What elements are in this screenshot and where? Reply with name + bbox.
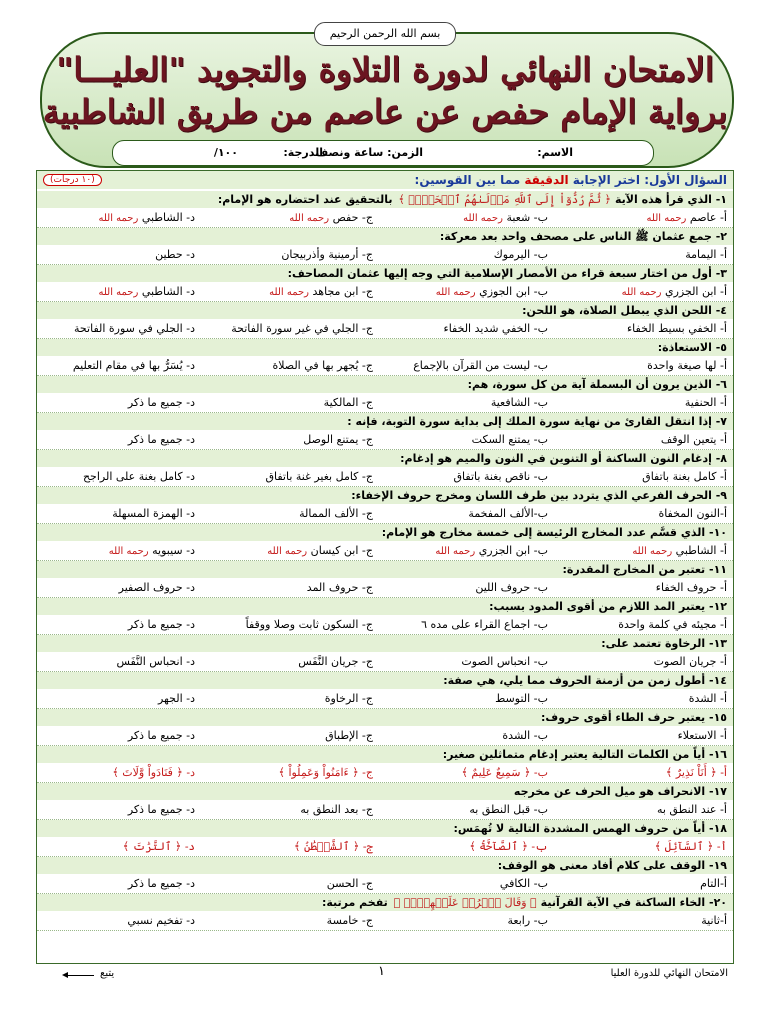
option-c[interactable]: ج- كامل بغير غنة باتفاق	[265, 470, 373, 483]
option-d[interactable]: د- انحباس النَّفَس	[116, 655, 195, 668]
question-row	[37, 413, 733, 430]
question-row	[37, 302, 733, 319]
option-b[interactable]: ب- ابن الجوزي رحمه الله	[435, 285, 548, 298]
option-c[interactable]: ج- ﴿ ٱلشَّيۡطَٰنُ ﴾	[294, 840, 373, 853]
option-a[interactable]: أ- عاصم رحمه الله	[646, 211, 727, 224]
options-row	[37, 874, 733, 894]
option-a[interactable]: أ- حروف الخفاء	[655, 581, 727, 594]
question-text: ٢- جمع عثمان ﷺ الناس على مصحف واحد بعد معركة:	[439, 230, 727, 243]
option-b[interactable]: ب- ليست من القرآن بالإجماع	[413, 359, 548, 372]
question-row	[37, 672, 733, 689]
options-row	[37, 282, 733, 302]
option-a[interactable]: أ- عند النطق به	[656, 803, 727, 816]
option-a[interactable]: أ- ﴿ ٱلسَّآئِلَ ﴾	[654, 840, 727, 853]
question-text: ٨- إدغام النون الساكنة أو التنوين في النون والميم هو إدغام:	[400, 452, 727, 465]
option-a[interactable]: أ- الشاطبي رحمه الله	[632, 544, 727, 557]
option-b[interactable]: ب- شعبة رحمه الله	[463, 211, 548, 224]
question-row	[37, 894, 733, 911]
option-d[interactable]: د- سيبويه رحمه الله	[108, 544, 195, 557]
options-row	[37, 208, 733, 228]
continue-arrow-icon	[64, 975, 94, 976]
footer-course: الامتحان النهائي للدورة العليا	[610, 968, 728, 979]
honorific-label: رحمه الله	[463, 213, 503, 224]
option-c[interactable]: ج- الألف الممالة	[299, 507, 373, 520]
option-d[interactable]: د- الجلي في سورة الفاتحة	[74, 322, 195, 335]
options-row	[37, 578, 733, 598]
option-b[interactable]: ب- اليرموك	[493, 248, 548, 261]
option-d[interactable]: د- جميع ما ذكر	[127, 803, 195, 816]
option-b[interactable]: ب- ﴿ سَمِيعٌ عَلِيمٌ ﴾	[461, 766, 548, 779]
options-row	[37, 689, 733, 709]
options-row	[37, 356, 733, 376]
question-text: ٦- الذين يرون أن البسملة آية من كل سورة، هم:	[467, 378, 727, 391]
option-d[interactable]: د- ﴿ ٱلتَّرَٰتَ ﴾	[122, 840, 195, 853]
options-row	[37, 430, 733, 450]
honorific-label: رحمه الله	[435, 287, 476, 298]
options-row	[37, 763, 733, 783]
option-a[interactable]: أ- جريان الصوت	[653, 655, 727, 668]
section-title: السؤال الأول: اختر الإجابة الدقيقة مما بين القوسين:	[414, 173, 727, 187]
option-b[interactable]: ب- اجماع القراء على مده ٦	[421, 618, 548, 631]
honorific-label: رحمه الله	[98, 287, 139, 298]
option-d[interactable]: د- تفخيم نسبي	[127, 914, 195, 927]
option-d[interactable]: د- الجهر	[157, 692, 195, 705]
option-a[interactable]: أ- الشدة	[688, 692, 727, 705]
question-text: ٧- إذا انتقل القارئ من نهاية سورة الملك إلى بداية سورة التوبة، فإنه :	[347, 415, 727, 428]
verse-text: ﴿ وَقَالَ ٱخۡرُجۡ عَلَيۡهِنَّۖ ﴾	[393, 896, 537, 909]
option-b[interactable]: ب- ﴿ ٱلصَّآخَّةُ ﴾	[469, 840, 548, 853]
question-text: ١٧- الانحراف هو ميل الحرف عن مخرجه	[513, 785, 727, 798]
question-text: ١٢- يعتبر المد اللازم من أقوى المدود بسبب:	[489, 600, 727, 613]
option-c[interactable]: ج- الحسن	[326, 877, 373, 890]
question-row	[37, 598, 733, 615]
page-number: ١	[378, 964, 385, 979]
option-b[interactable]: ب- قبل النطق به	[469, 803, 548, 816]
question-text: ١٣- الرخاوة تعتمد على:	[601, 637, 727, 650]
name-label: الاسم:	[537, 146, 573, 159]
question-text: ٩- الحرف الفرعي الذي يتردد بين طرف اللسان ومخرج حروف الإخفاء:	[351, 489, 727, 502]
question-text-end: بالتحقيق عند احتضاره هو الإمام:	[217, 193, 397, 206]
option-c[interactable]: ج- خامسة	[326, 914, 373, 927]
honorific-label: رحمه الله	[108, 546, 149, 557]
option-b[interactable]: ب- الشافعية	[490, 396, 548, 409]
option-b[interactable]: ب- الكافي	[499, 877, 548, 890]
option-d[interactable]: د- جميع ما ذكر	[127, 729, 195, 742]
option-c[interactable]: ج- الإطباق	[325, 729, 373, 742]
question-row	[37, 339, 733, 356]
option-a[interactable]: أ- لها صيغة واحدة	[647, 359, 727, 372]
option-a[interactable]: أ- ابن الجزري رحمه الله	[621, 285, 727, 298]
question-row	[37, 487, 733, 504]
question-text: ٥- الاستعاذة:	[657, 341, 727, 354]
options-row	[37, 319, 733, 339]
question-row	[37, 228, 733, 245]
option-a[interactable]: أ- كامل بغنة باتفاق	[642, 470, 727, 483]
honorific-label: رحمه الله	[632, 546, 673, 557]
options-row	[37, 726, 733, 746]
question-text: ١٥- يعتبر حرف الطاء أقوى حروف:	[541, 711, 727, 724]
honorific-label: رحمه الله	[289, 213, 330, 224]
question-text: ١٩- الوقف على كلام أفاد معنى هو الوقف:	[497, 859, 727, 872]
option-a[interactable]: أ- ﴿ أَنَاْ نَذِيرٌ ﴾	[665, 766, 727, 779]
question-row	[37, 265, 733, 282]
option-c[interactable]: ج- الجلي في غير سورة الفاتحة	[231, 322, 373, 335]
question-row	[37, 857, 733, 874]
options-row	[37, 911, 733, 931]
options-row	[37, 393, 733, 413]
option-b[interactable]: ب- الشدة	[502, 729, 548, 742]
option-c[interactable]: ج- ﴿ ءَامَنُواْ وَعَمِلُواْ ﴾	[278, 766, 373, 779]
question-row	[37, 524, 733, 541]
question-text: ٣- أول من اختار سبعة قراء من الأمصار الإسلامية التي وجه إليها عثمان المصاحف:	[287, 267, 727, 280]
student-info-bar	[112, 140, 654, 166]
question-row	[37, 820, 733, 837]
question-row	[37, 191, 733, 208]
question-text: ١٦- أياً من الكلمات التالية يعتبر إدغام متماثلين صغير:	[442, 748, 727, 761]
option-b[interactable]: ب- ابن الجزري رحمه الله	[435, 544, 548, 557]
honorific-label: رحمه الله	[269, 287, 310, 298]
question-row	[37, 376, 733, 393]
question-text: ١١- تعتبر من المخارج المقدرة:	[562, 563, 727, 576]
grade-value: ١٠٠/	[213, 146, 238, 159]
options-row	[37, 800, 733, 820]
question-text: ١٤- أطول زمن من أزمنة الحروف مما يلي، هي صفة:	[443, 674, 727, 687]
option-d[interactable]: د- حروف الصفير	[118, 581, 195, 594]
exam-subtitle: برواية الإمام حفص عن عاصم من طريق الشاطبية	[42, 92, 728, 131]
option-b[interactable]: ب- التوسط	[495, 692, 548, 705]
option-b[interactable]: ب- رابعة	[507, 914, 548, 927]
options-row	[37, 245, 733, 265]
option-b[interactable]: ب- الخفي شديد الخفاء	[443, 322, 548, 335]
options-row	[37, 541, 733, 561]
option-c[interactable]: ج- حفص رحمه الله	[289, 211, 373, 224]
option-d[interactable]: د- الهمزة المسهلة	[112, 507, 195, 520]
option-c[interactable]: ج- بعد النطق به	[300, 803, 373, 816]
honorific-label: رحمه الله	[267, 546, 308, 557]
options-row	[37, 467, 733, 487]
option-c[interactable]: ج- يُجهر بها في الصلاة	[272, 359, 373, 372]
section-header	[37, 171, 733, 189]
option-c[interactable]: ج- المالكية	[323, 396, 373, 409]
honorific-label: رحمه الله	[621, 287, 662, 298]
option-d[interactable]: د- جميع ما ذكر	[127, 877, 195, 890]
option-c[interactable]: ج- أرمينية وأذربيجان	[281, 248, 373, 261]
option-d[interactable]: د- الشاطبي رحمه الله	[98, 285, 195, 298]
option-d[interactable]: د- جميع ما ذكر	[127, 433, 195, 446]
option-d[interactable]: د- ﴿ فَنَادَواْ وَّلَاتَ ﴾	[112, 766, 195, 779]
exam-title: الامتحان النهائي لدورة التلاوة والتجويد "العليـــا"	[56, 50, 714, 89]
option-d[interactable]: د- يُسَرُّ بها في مقام التعليم	[72, 359, 195, 372]
question-row	[37, 783, 733, 800]
option-c[interactable]: ج- يمتنع الوصل	[303, 433, 373, 446]
option-a[interactable]: أ-النون المخفاة	[658, 507, 727, 520]
option-d[interactable]: د- جميع ما ذكر	[127, 618, 195, 631]
question-row	[37, 746, 733, 763]
option-d[interactable]: د- كامل بغنة على الراجح	[82, 470, 195, 483]
question-text: ١٨- أياً من حروف الهمس المشددة التالية لا تُهمَس:	[453, 822, 727, 835]
option-c[interactable]: ج- الرخاوة	[324, 692, 373, 705]
option-b[interactable]: ب- حروف اللين	[475, 581, 548, 594]
section-marks: (١٠ درجات)	[43, 174, 102, 186]
option-d[interactable]: د- الشاطبي رحمه الله	[98, 211, 195, 224]
question-text: ١- الذي قرأ هذه الآية	[615, 193, 727, 206]
option-a[interactable]: أ- الاستعلاء	[677, 729, 727, 742]
time-label: الزمن: ساعة ونصف	[315, 146, 423, 159]
option-a[interactable]: أ- الحنفية	[684, 396, 727, 409]
option-a[interactable]: أ-التام	[700, 877, 727, 890]
option-d[interactable]: د- جميع ما ذكر	[127, 396, 195, 409]
grade-label: الدرجة:	[283, 146, 323, 159]
option-c[interactable]: ج- السكون ثابت وصلا ووقفاً	[245, 618, 373, 631]
option-b[interactable]: ب- يمتنع السكت	[471, 433, 548, 446]
question-row	[37, 709, 733, 726]
honorific-label: رحمه الله	[435, 546, 476, 557]
question-row	[37, 561, 733, 578]
option-c[interactable]: ج- حروف المد	[306, 581, 373, 594]
honorific-label: رحمه الله	[98, 213, 139, 224]
options-row	[37, 837, 733, 857]
option-a[interactable]: أ-ثانية	[701, 914, 727, 927]
option-b[interactable]: ب- انحباس الصوت	[461, 655, 548, 668]
option-c[interactable]: ج- جريان النَّفَس	[298, 655, 373, 668]
question-text: ٤- اللحن الذي يبطل الصلاة، هو اللحن:	[522, 304, 727, 317]
question-text: ٢٠- الخاء الساكنة في الآية القرآنية	[540, 896, 727, 909]
question-row	[37, 450, 733, 467]
option-c[interactable]: ج- ابن مجاهد رحمه الله	[269, 285, 373, 298]
option-a[interactable]: أ- مجيئه في كلمة واحدة	[618, 618, 727, 631]
option-b[interactable]: ب-الألف المفخمة	[468, 507, 548, 520]
option-c[interactable]: ج- ابن كيسان رحمه الله	[267, 544, 373, 557]
question-text: ١٠- الذي قسَّم عدد المخارج الرئيسة إلى خمسة مخارج هو الإمام:	[381, 526, 727, 539]
option-b[interactable]: ب- ناقص بغنة باتفاق	[453, 470, 548, 483]
honorific-label: رحمه الله	[646, 213, 687, 224]
options-row	[37, 615, 733, 635]
option-a[interactable]: أ- اليمامة	[685, 248, 727, 261]
basmala-label: بسم الله الرحمن الرحيم	[314, 22, 456, 46]
question-text-end: تفخم مرتبة:	[321, 896, 392, 909]
option-d[interactable]: د- حطين	[155, 248, 195, 261]
options-row	[37, 504, 733, 524]
questions-frame	[36, 170, 734, 964]
option-a[interactable]: أ- الخفي بسيط الخفاء	[627, 322, 727, 335]
verse-text: ﴿ ثُمَّ رُدُّوٓاْ إِلَى ٱللَّهِ مَوۡلَىٰهُمُ ٱلۡحَقِّۚ ﴾	[398, 193, 611, 206]
options-row	[37, 652, 733, 672]
continue-label: يتبع	[100, 968, 115, 979]
option-a[interactable]: أ- يتعين الوقف	[660, 433, 727, 446]
question-row	[37, 635, 733, 652]
